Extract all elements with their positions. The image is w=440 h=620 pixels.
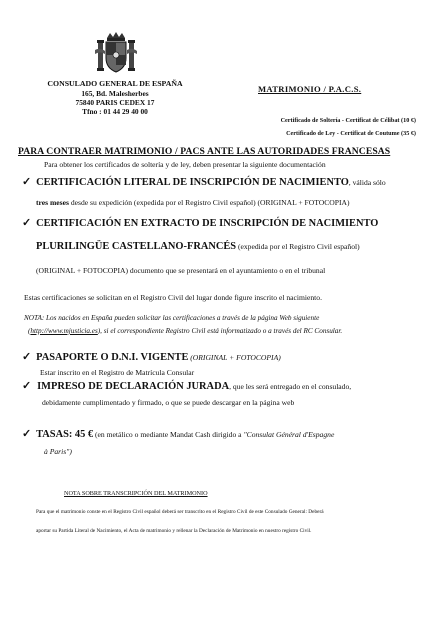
tasas-suffix: (en metálico o mediante Mandat Cash dirigido a [93, 430, 244, 439]
literal-bold: tres meses [36, 198, 69, 207]
literal-validity [36, 198, 350, 208]
check-icon: ✓ [22, 351, 32, 363]
extracto-line2 [36, 242, 360, 252]
cert-ley-note: Certificado de Ley - Certificat de Coutume (35 €) [286, 130, 416, 137]
main-heading: PARA CONTRAER MATRIMONIO / PACS ANTE LAS AUTORIDADES FRANCESAS [18, 146, 391, 157]
literal-suffix: , válida sólo [348, 178, 386, 187]
check-icon: ✓ [22, 380, 32, 392]
tasas-title: TASAS: 45 € [36, 429, 94, 440]
footer-note-line1: Para que el matrimonio conste en el Registro Civil español deberá ser transcrito en el Registro Civil de este Consulado General: Deberá [36, 509, 324, 515]
literal-title: CERTIFICACIÓN LITERAL DE INSCRIPCIÓN DE NACIMIENTO [36, 177, 349, 188]
extracto-title: CERTIFICACIÓN EN EXTRACTO DE INSCRIPCIÓN DE NACIMIENTO [36, 218, 379, 229]
nota-label: NOTA: [24, 314, 45, 322]
check-icon: ✓ [22, 176, 32, 188]
solicitan-text: Estas certificaciones se solicitan en el Registro Civil del lugar donde figure inscrito el nacimiento. [24, 293, 322, 302]
tasas-quote2: à Paris") [44, 447, 72, 456]
item-literal [22, 177, 386, 188]
item-pasaporte [22, 352, 281, 363]
footer-note-line2: aportar su Partida Literal de Nacimiento, el Acta de matrimonio y rellenar la Declaración de Matrimonio en nuestro registro Civil. [36, 528, 312, 534]
impreso-suffix: , que les será entregado en el consulado, [229, 382, 352, 391]
impreso-rest: debidamente cumplimentado y firmado, o que se puede descargar en la página web [42, 398, 295, 407]
coat-of-arms-icon [92, 30, 140, 76]
consulate-name: CONSULADO GENERAL DE ESPAÑA [47, 79, 183, 88]
consulate-address: 165, Bd. Malesherbes [81, 89, 149, 98]
item-impreso [22, 381, 351, 392]
nota-text2: ), si el correspondiente Registro Civil está informatizado o a través del RC Consular. [97, 327, 343, 335]
nota-text: Los nacidos en España pueden solicitar las certificaciones a través de la página Web siguiente [44, 314, 320, 322]
check-icon: ✓ [22, 217, 32, 229]
document-title: MATRIMONIO / P.A.C.S. [258, 84, 362, 94]
literal-rest: desde su expedición (expedida por el Registro Civil español) (ORIGINAL + FOTOCOPIA) [68, 198, 350, 207]
tasas-quote: "Consulat Général d'Espagne [243, 430, 335, 439]
pasaporte-title: PASAPORTE O D.N.I. VIGENTE [36, 352, 189, 363]
impreso-title: IMPRESO DE DECLARACIÓN JURADA [37, 381, 230, 392]
extracto-rest: (ORIGINAL + FOTOCOPIA) documento que se presentará en el ayuntamiento o en el tribunal [36, 266, 326, 275]
item-extracto [22, 218, 378, 229]
nota-line2: (http://www.mjusticia.es), si el correspondiente Registro Civil está informatizado o a través del RC Consular. [28, 327, 343, 335]
nota-link[interactable]: http://www.mjusticia.es [30, 327, 98, 335]
consulate-city: 75840 PARIS CEDEX 17 [75, 98, 155, 107]
nota-line1 [24, 313, 319, 323]
pasaporte-note: Estar inscrito en el Registro de Matrícula Consular [40, 368, 195, 377]
extracto-title2: PLURILINGÜE CASTELLANO-FRANCÉS [36, 241, 237, 252]
extracto-suffix: (expedida por el Registro Civil español) [236, 242, 360, 251]
pasaporte-suffix: (ORIGINAL + FOTOCOPIA) [188, 353, 281, 362]
consulate-phone: Tfno : 01 44 29 40 00 [82, 107, 148, 116]
item-tasas [22, 429, 334, 440]
footer-note-title: NOTA SOBRE TRANSCRIPCIÓN DEL MATRIMONIO [64, 490, 208, 497]
intro-text: Para obtener los certificados de soltería y de ley, deben presentar la siguiente documentación [44, 160, 326, 169]
cert-soltero-note: Certificado de Soltería - Certificat de Célibat (10 €) [280, 117, 416, 124]
check-icon: ✓ [22, 428, 32, 440]
